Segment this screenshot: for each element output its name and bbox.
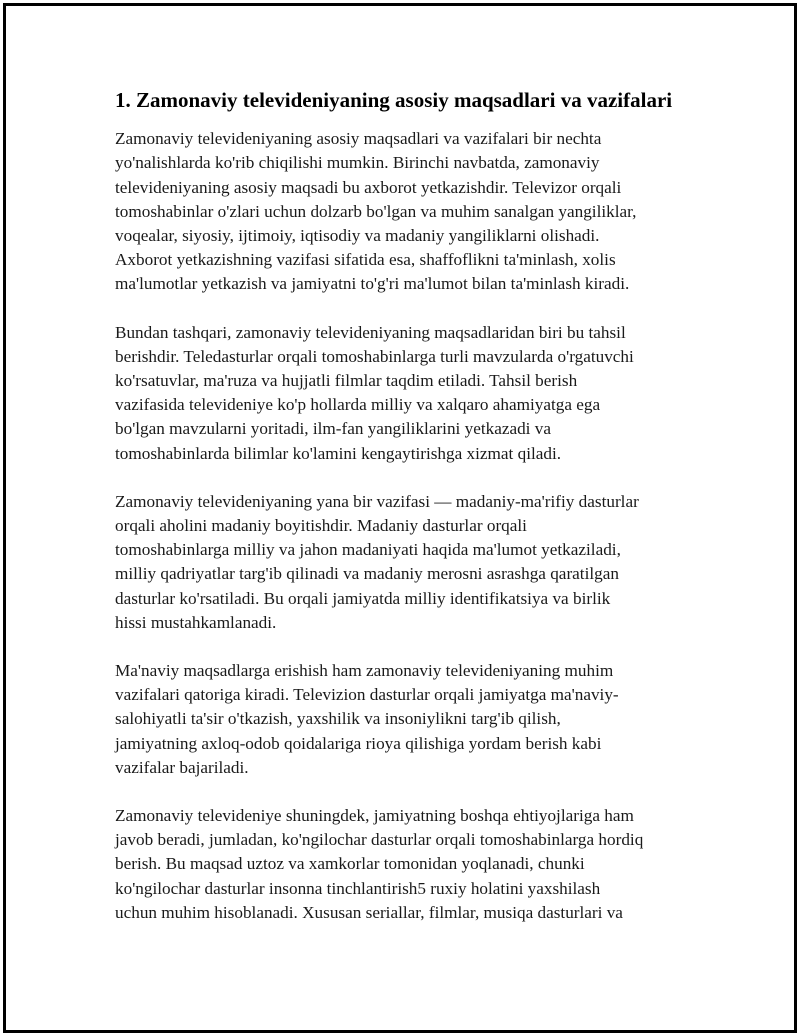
paragraph-line: orqali aholini madaniy boyitishdir. Madaniy dasturlar orqali: [115, 516, 527, 536]
paragraph: [115, 321, 690, 466]
paragraph: [115, 659, 690, 780]
paragraph-line: hissi mustahkamlanadi.: [115, 612, 277, 632]
paragraph-line: bo'lgan mavzularni yoritadi, ilm-fan yangiliklarini yetkazadi va: [115, 419, 551, 439]
paragraph-line: tomoshabinlarga milliy va jahon madaniyati haqida ma'lumot yetkaziladi,: [115, 540, 621, 560]
paragraph-line: milliy qadriyatlar targ'ib qilinadi va madaniy merosni asrashga qaratilgan: [115, 564, 619, 584]
document-body: [115, 88, 690, 949]
paragraph-list: [115, 127, 690, 925]
paragraph-line: ma'lumotlar yetkazish va jamiyatni to'g'ri ma'lumot bilan ta'minlash kiradi.: [115, 274, 630, 294]
paragraph: [115, 490, 690, 635]
paragraph-line: tomoshabinlar o'zlari uchun dolzarb bo'lgan va muhim sanalgan yangiliklar,: [115, 201, 637, 221]
paragraph-line: vazifasida televideniye ko'p hollarda milliy va xalqaro ahamiyatga ega: [115, 395, 601, 415]
paragraph-line: yo'nalishlarda ko'rib chiqilishi mumkin. Birinchi navbatda, zamonaviy: [115, 153, 600, 173]
paragraph-line: tomoshabinlarda bilimlar ko'lamini kengaytirishga xizmat qiladi.: [115, 443, 562, 463]
paragraph-line: vazifalari qatoriga kiradi. Televizion dasturlar orqali jamiyatga ma'naviy-: [115, 685, 619, 705]
paragraph-line: Bundan tashqari, zamonaviy televideniyaning maqsadlaridan biri bu tahsil: [115, 322, 626, 342]
paragraph-line: dasturlar ko'rsatiladi. Bu orqali jamiyatda milliy identifikatsiya va birlik: [115, 588, 611, 608]
paragraph-line: vazifalar bajariladi.: [115, 757, 249, 777]
document-title: 1. Zamonaviy televideniyaning asosiy maqsadlari va vazifalari: [115, 88, 673, 112]
paragraph-line: ko'rsatuvlar, ma'ruza va hujjatli filmlar taqdim etiladi. Tahsil berish: [115, 371, 578, 391]
paragraph-line: Zamonaviy televideniyaning yana bir vazifasi — madaniy-ma'rifiy dasturlar: [115, 491, 639, 511]
paragraph-line: uchun muhim hisoblanadi. Xususan seriallar, filmlar, musiqa dasturlari va: [115, 902, 623, 922]
paragraph-line: Zamonaviy televideniyaning asosiy maqsadlari va vazifalari bir nechta: [115, 129, 602, 149]
paragraph-line: televideniyaning asosiy maqsadi bu axborot yetkazishdir. Televizor orqali: [115, 177, 622, 197]
paragraph-line: berish. Bu maqsad uztoz va xamkorlar tomonidan yoqlanadi, chunki: [115, 854, 585, 874]
paragraph-line: salohiyatli ta'sir o'tkazish, yaxshilik va insoniylikni targ'ib qilish,: [115, 709, 561, 729]
paragraph: [115, 804, 690, 925]
paragraph-line: berishdir. Teledasturlar orqali tomoshabinlarga turli mavzularda o'rgatuvchi: [115, 346, 634, 366]
paragraph-line: voqealar, siyosiy, ijtimoiy, iqtisodiy va madaniy yangiliklarni olishadi.: [115, 226, 600, 245]
paragraph-line: Axborot yetkazishning vazifasi sifatida esa, shaffoflikni ta'minlash, xolis: [115, 250, 616, 270]
paragraph: [115, 127, 690, 296]
paragraph-line: jamiyatning axloq-odob qoidalariga rioya qilishiga yordam berish kabi: [115, 733, 602, 753]
paragraph-line: Ma'naviy maqsadlarga erishish ham zamonaviy televideniyaning muhim: [115, 661, 614, 681]
paragraph-line: javob beradi, jumladan, ko'ngilochar dasturlar orqali tomoshabinlarga hordiq: [115, 830, 644, 850]
paragraph-line: ko'ngilochar dasturlar insonna tinchlantirish5 ruxiy holatini yaxshilash: [115, 878, 601, 898]
paragraph-line: Zamonaviy televideniye shuningdek, jamiyatning boshqa ehtiyojlariga ham: [115, 806, 634, 826]
